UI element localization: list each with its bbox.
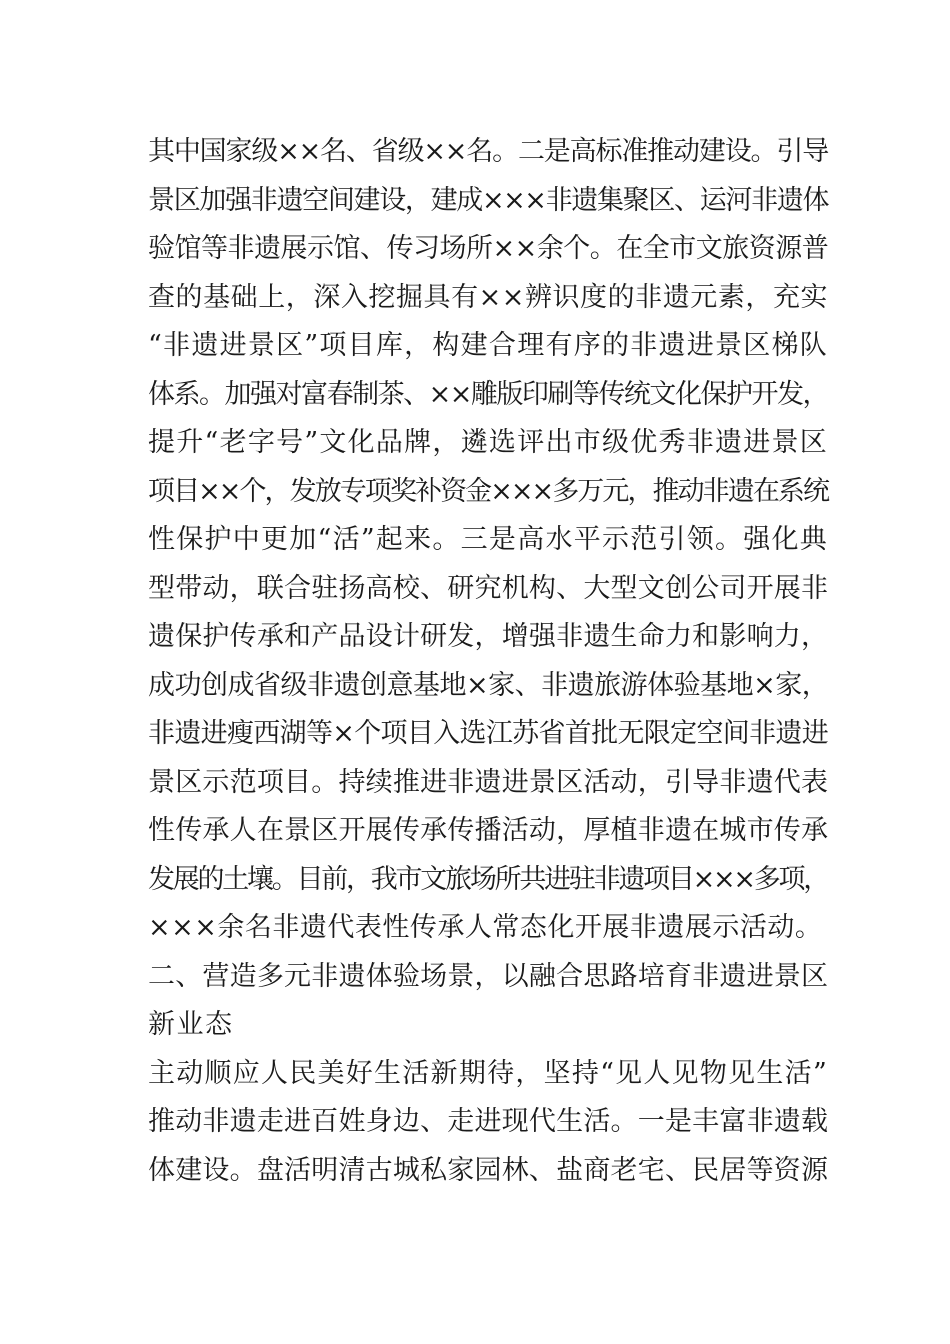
text-line: 体建设。盘活明清古城私家园林、盐商老宅、民居等资源 — [148, 1154, 828, 1186]
text-line: 体系。加强对富春制茶、××雕版印刷等传统文化保护开发， — [148, 378, 828, 410]
body-text — [148, 128, 828, 1195]
text-line: “非遗进景区”项目库，构建合理有序的非遗进景区梯队 — [148, 330, 828, 361]
text-line: 景区加强非遗空间建设，建成×××非遗集聚区、运河非遗体 — [148, 184, 828, 216]
text-line: 推动非遗走进百姓身边、走进现代生活。一是丰富非遗载 — [148, 1106, 828, 1137]
text-line: 成功创成省级非遗创意基地×家、非遗旅游体验基地×家， — [148, 669, 829, 701]
text-line: 查的基础上，深入挖掘具有××辨识度的非遗元素，充实 — [148, 281, 828, 313]
text-line: 景区示范项目。持续推进非遗进景区活动，引导非遗代表 — [148, 766, 828, 798]
text-line: 提升“老字号”文化品牌，遴选评出市级优秀非遗进景区 — [148, 427, 828, 458]
text-line: 项目××个，发放专项奖补资金×××多万元，推动非遗在系统 — [148, 475, 828, 507]
text-line: 性传承人在景区开展传承传播活动，厚植非遗在城市传承 — [148, 815, 828, 846]
text-line: 性保护中更加“活”起来。三是高水平示范引领。强化典 — [148, 524, 828, 555]
section-heading-end-line: 新业态 — [148, 1009, 234, 1040]
text-line: 主动顺应人民美好生活新期待，坚持“见人见物见生活” — [148, 1057, 828, 1089]
section-heading-line: 二、营造多元非遗体验场景，以融合思路培育非遗进景区 — [148, 960, 828, 992]
text-line: 验馆等非遗展示馆、传习场所××余个。在全市文旅资源普 — [148, 233, 829, 264]
paragraph-end-line: ×××余名非遗代表性传承人常态化开展非遗展示活动。 — [148, 912, 823, 943]
text-line: 遗保护传承和产品设计研发，增强非遗生命力和影响力， — [148, 621, 828, 652]
text-line: 发展的土壤。目前，我市文旅场所共进驻非遗项目×××多项， — [148, 863, 828, 895]
text-line: 其中国家级××名、省级××名。二是高标准推动建设。引导 — [148, 136, 828, 167]
text-line: 非遗进瘦西湖等×个项目入选江苏省首批无限定空间非遗进 — [148, 718, 828, 749]
text-line: 型带动，联合驻扬高校、研究机构、大型文创公司开展非 — [148, 572, 828, 604]
